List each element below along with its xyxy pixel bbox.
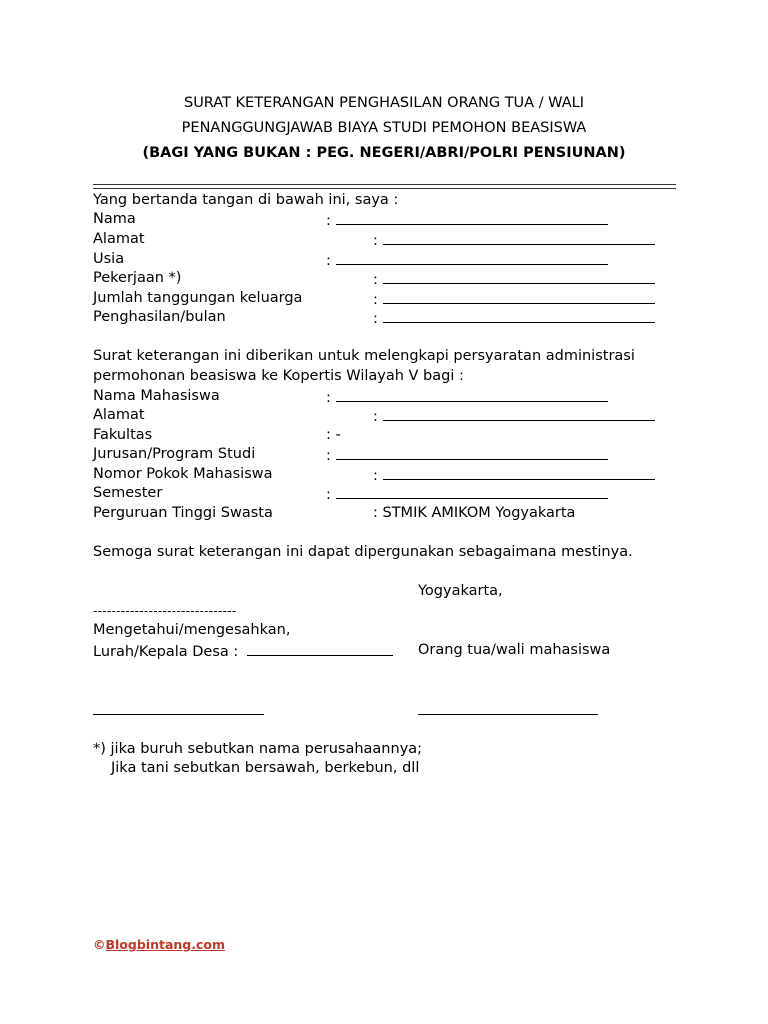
- footer-site-link[interactable]: Blogbintang.com: [105, 937, 226, 952]
- field-row-penghasilan: [373, 308, 655, 328]
- acknowledge-text: Mengetahui/mengesahkan,: [93, 622, 291, 638]
- purpose-line-2: permohonan beasiswa ke Kopertis Wilayah V bagi :: [93, 368, 464, 384]
- field-colon: :: [373, 292, 378, 308]
- village-head-row: [93, 641, 393, 661]
- field-row-usia: [326, 250, 608, 270]
- field-label-semester: Semester: [93, 485, 163, 501]
- tanggungan-blank[interactable]: [383, 289, 655, 304]
- field-colon: :: [373, 409, 378, 425]
- closing-text: Semoga surat keterangan ini dapat dipergunakan sebagaimana mestinya.: [93, 544, 633, 560]
- field-label-npm: Nomor Pokok Mahasiswa: [93, 466, 273, 482]
- field-colon: :: [373, 468, 378, 484]
- usia-blank[interactable]: [336, 250, 608, 265]
- field-colon: :: [326, 448, 331, 464]
- village-head-signature-line[interactable]: [93, 700, 264, 720]
- npm-blank[interactable]: [383, 465, 655, 480]
- field-row-alamat: [373, 230, 655, 250]
- semester-blank[interactable]: [336, 484, 608, 499]
- field-colon: :: [373, 233, 378, 249]
- copyright-symbol: ©: [93, 937, 106, 952]
- title-line-3: (BAGI YANG BUKAN : PEG. NEGERI/ABRI/POLRI PENSIUNAN): [142, 145, 626, 161]
- field-colon: :: [326, 487, 331, 503]
- field-label-pekerjaan: Pekerjaan *): [93, 270, 182, 286]
- field-colon: :: [326, 253, 331, 269]
- field-row-nama-mahasiswa: [326, 387, 608, 407]
- signature-place: Yogyakarta,: [418, 583, 503, 599]
- signature-blank: [418, 700, 598, 715]
- field-row-pekerjaan: [373, 269, 655, 289]
- village-head-blank[interactable]: [247, 641, 393, 656]
- alamat-mahasiswa-blank[interactable]: [383, 406, 655, 421]
- note-line-2: Jika tani sebutkan bersawah, berkebun, dll: [111, 760, 420, 776]
- field-colon: :: [373, 311, 378, 327]
- field-label-alamat: Alamat: [93, 231, 145, 247]
- nama-mahasiswa-blank[interactable]: [336, 387, 608, 402]
- penghasilan-blank[interactable]: [383, 308, 655, 323]
- village-head-label: Lurah/Kepala Desa :: [93, 644, 239, 660]
- field-colon: :: [373, 272, 378, 288]
- jurusan-blank[interactable]: [336, 445, 608, 460]
- field-row-jurusan: [326, 445, 608, 465]
- field-label-nama-mahasiswa: Nama Mahasiswa: [93, 388, 220, 404]
- alamat-blank[interactable]: [383, 230, 655, 245]
- header-rule-top: [93, 184, 676, 185]
- intro-text: Yang bertanda tangan di bawah ini, saya :: [93, 192, 399, 208]
- footer-copyright: [93, 937, 225, 953]
- signature-blank: [93, 700, 264, 715]
- field-label-pts: Perguruan Tinggi Swasta: [93, 505, 273, 521]
- field-label-tanggungan: Jumlah tanggungan keluarga: [93, 290, 303, 306]
- parent-label: Orang tua/wali mahasiswa: [418, 642, 611, 658]
- parent-signature-line[interactable]: [418, 700, 598, 720]
- field-row-nama: [326, 210, 608, 230]
- field-colon: :: [326, 213, 331, 229]
- field-value-pts: : STMIK AMIKOM Yogyakarta: [373, 505, 576, 521]
- nama-blank[interactable]: [336, 210, 608, 225]
- field-colon: :: [326, 390, 331, 406]
- field-row-fakultas: [326, 426, 341, 444]
- field-row-alamat-mahasiswa: [373, 406, 655, 426]
- field-label-usia: Usia: [93, 251, 125, 267]
- field-label-jurusan: Jurusan/Program Studi: [93, 446, 256, 462]
- field-label-fakultas: Fakultas: [93, 427, 153, 443]
- field-row-semester: [326, 484, 608, 504]
- title-line-1: SURAT KETERANGAN PENGHASILAN ORANG TUA / WALI: [183, 95, 585, 111]
- field-colon: : -: [326, 427, 341, 443]
- purpose-line-1: Surat keterangan ini diberikan untuk melengkapi persyaratan administrasi: [93, 348, 635, 364]
- field-label-penghasilan: Penghasilan/bulan: [93, 309, 226, 325]
- note-line-1: *) jika buruh sebutkan nama perusahaannya;: [93, 741, 423, 757]
- header-rule-bottom: [93, 188, 676, 189]
- field-row-tanggungan: [373, 289, 655, 309]
- field-label-nama: Nama: [93, 211, 136, 227]
- field-row-npm: [373, 465, 655, 485]
- signature-dashes: -------------------------------: [93, 604, 237, 618]
- field-label-alamat-mahasiswa: Alamat: [93, 407, 145, 423]
- pekerjaan-blank[interactable]: [383, 269, 655, 284]
- title-line-2: PENANGGUNGJAWAB BIAYA STUDI PEMOHON BEASISWA: [181, 120, 587, 136]
